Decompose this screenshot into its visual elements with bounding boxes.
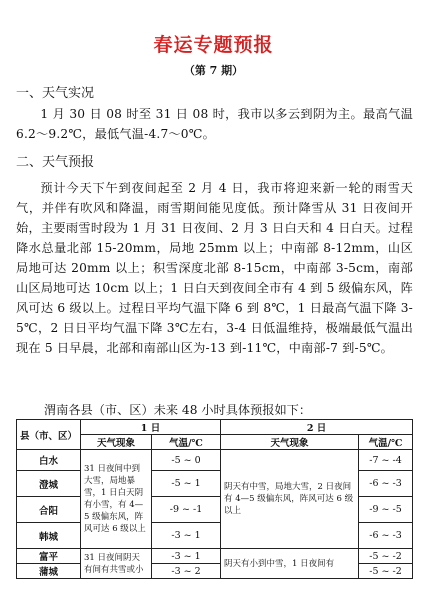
county-forecast-table bbox=[16, 419, 413, 579]
header-county: 县（市、区） bbox=[17, 420, 81, 450]
day1-temp: -9 ~ -1 bbox=[152, 497, 221, 523]
header-weather-2: 天气现象 bbox=[221, 435, 359, 450]
day2-temp: -7 ~ -4 bbox=[359, 450, 413, 471]
day1-temp: -3 ~ 2 bbox=[152, 564, 221, 579]
header-day-1: 1 日 bbox=[81, 420, 221, 435]
county-name: 蒲城 bbox=[17, 564, 81, 579]
county-name: 合阳 bbox=[17, 497, 81, 523]
day2-temp: -6 ~ -3 bbox=[359, 471, 413, 497]
county-name: 韩城 bbox=[17, 523, 81, 549]
issue-number: （第 7 期） bbox=[183, 64, 244, 77]
day1-weather-desc-b: 31 日夜间阴天有间有共雪或小 bbox=[81, 549, 152, 579]
day2-weather-desc-b: 阴天有小到中雪，1 日夜间有 bbox=[221, 549, 359, 579]
document-title: 春运专题预报 bbox=[153, 34, 274, 56]
header-temp-2: 气温/℃ bbox=[359, 435, 413, 450]
header-day-2: 2 日 bbox=[221, 420, 413, 435]
day1-temp: -5 ~ 1 bbox=[152, 471, 221, 497]
day1-temp: -3 ~ 1 bbox=[152, 549, 221, 564]
county-name: 富平 bbox=[17, 549, 81, 564]
day2-temp: -6 ~ -3 bbox=[359, 523, 413, 549]
day2-temp: -5 ~ -2 bbox=[359, 564, 413, 579]
day2-temp: -5 ~ -2 bbox=[359, 549, 413, 564]
section-heading-live: 一、天气实况 bbox=[16, 86, 95, 101]
day2-temp: -9 ~ -5 bbox=[359, 497, 413, 523]
county-table-intro: 渭南各县（市、区）未来 48 小时具体预报如下： bbox=[44, 403, 312, 417]
county-name: 白水 bbox=[17, 450, 81, 471]
header-weather-1: 天气现象 bbox=[81, 435, 152, 450]
section-heading-forecast: 二、天气预报 bbox=[16, 155, 95, 170]
table-row bbox=[17, 549, 413, 564]
header-temp-1: 气温/℃ bbox=[152, 435, 221, 450]
county-name: 澄城 bbox=[17, 471, 81, 497]
forecast-paragraph: 预计今天下午到夜间起至 2 月 4 日，我市将迎来新一轮的雨雪天气，并伴有吹风和降温，雨雪期间能见度低。预计降雪从 31 日夜间开始，主要雨雪时段为 1 月 31 日夜间、2 月 3 日白天和 4 日白天。过程降水总量北部 15-20mm，局地 25mm 以上；中南部 8-12mm，山区局地可达 20mm 以上；积雪深度北部 8-15cm，中南部 3-5cm，南部山区局地可达 10cm 以上；1 日白天到夜间全市有 4 到 5 级偏东风，阵风可达 6 级以上。过程日平均气温下降 6 到 8℃，1 日最高气温下降 3-5℃，2 日日平均气温下降 3℃左右，3-4 日低温维持，极端最低气温出现在 5 日早晨，北部和南部山区为-13 到-11℃，中南部-7 到-5℃。 bbox=[16, 181, 413, 355]
table-row bbox=[17, 450, 413, 471]
day1-temp: -5 ~ 0 bbox=[152, 450, 221, 471]
day1-temp: -3 ~ 1 bbox=[152, 523, 221, 549]
day1-weather-desc-a: 31 日夜间中到大雪，局地暴雪，1 日白天阴有小雪，有 4—5 级偏东风，阵风可达 6 级以上 bbox=[81, 450, 152, 549]
live-weather-paragraph: 1 月 30 日 08 时至 31 日 08 时，我市以多云到阴为主。最高气温 6.2～9.2℃，最低气温-4.7～0℃。 bbox=[16, 107, 413, 141]
day2-weather-desc-a: 阴天有中雪，局地大雪，2 日夜间有 4—5 级偏东风，阵风可达 6 级以上 bbox=[221, 450, 359, 549]
